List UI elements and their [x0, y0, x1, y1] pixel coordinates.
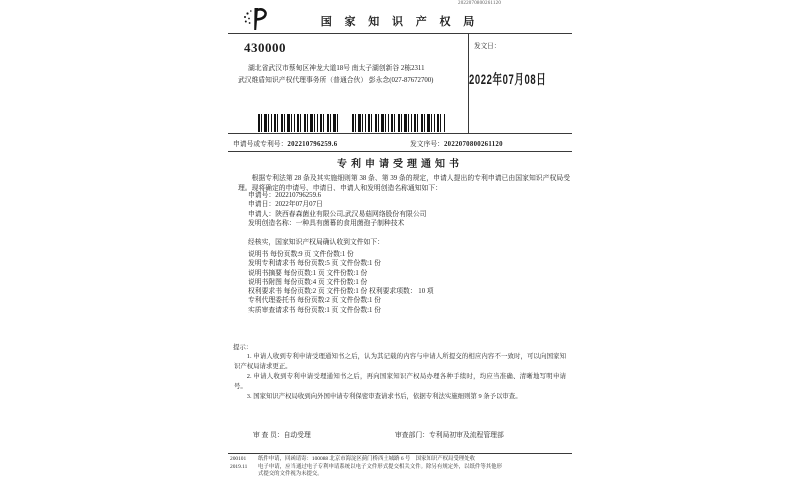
examining-department	[395, 429, 504, 439]
received-documents-intro: 经核实，国家知识产权局确认收到文件如下：	[248, 239, 384, 246]
received-documents-list	[248, 250, 434, 315]
field-invention-title	[248, 219, 426, 228]
application-number-barcode	[258, 114, 338, 132]
recipient-address-line1: 湖北省武汉市蔡甸区神龙大道18号 南太子湖创新谷 2栋2311	[248, 65, 425, 72]
examiner-label: 审 查 员：	[253, 432, 284, 439]
document-list-item: 实质审查请求书 每份页数:1 页 文件份数:1 份	[248, 306, 381, 314]
field-value: 2022年07月07日	[275, 201, 323, 209]
examiner	[253, 429, 311, 439]
field-label: 申请号：	[248, 192, 276, 199]
signoff-row	[228, 429, 572, 439]
document-list-item: 说明书摘要 每份页数:1 页 文件份数:1 份	[248, 269, 368, 277]
document-list-item: 说明书 每份页数:9 页 文件份数:1 份	[248, 251, 354, 258]
notice-intro: 根据专利法第 28 条及其实施细则第 38 条、第 39 条的规定，申请人提出的专利申请已由国家知识产权局受理。现将确定的申请号、申请日、申请人和发明创造名称通知如下：	[238, 175, 570, 192]
field-value: 陕西春森菌业有限公司,武汉易菇网络股份有限公司	[275, 210, 427, 218]
patent-notice-document	[228, 0, 572, 500]
form-code: 200101	[230, 456, 247, 462]
recipient-postcode: 430000	[244, 40, 286, 55]
application-number-label: 申请号或专利号：	[233, 141, 288, 148]
recipient-address-line2: 武汉维盾知识产权代理事务所（普通合伙） 彭永念(027-87672700)	[238, 77, 434, 84]
examiner-value: 自动受理	[283, 432, 311, 439]
footer-rule	[228, 453, 572, 454]
reference-numbers-row	[228, 138, 572, 150]
dispatch-date-value: 2022年07月08日	[469, 72, 547, 89]
document-list-item: 发明专利请求书 每份页数:5 页 文件份数:1 份	[248, 260, 381, 268]
title-section-rule	[228, 151, 572, 152]
barcode-section-rule	[228, 133, 572, 134]
application-number-value: 202210796259.6	[287, 141, 338, 148]
tip-item: 1. 申请人收到专利申请受理通知书之后，认为其记载的内容与申请人所提交的相应内容不一致时，可以向国家知识产权局请求更正。	[234, 353, 566, 370]
field-value: 202210796259.6	[275, 192, 322, 199]
tip-item: 3. 国家知识产权局收到向外国申请专利保密审查请求书后，依据专利法实施细则第 9 条予以审查。	[246, 393, 522, 400]
agency-title: 国 家 知 识 产 权 局	[320, 16, 480, 28]
dispatch-serial-barcode	[352, 114, 445, 132]
field-value: 一种具有菌幕的食用菌孢子制种技术	[295, 219, 405, 227]
footer-line-paper: 纸件申请，回函请寄：100088 北京市海淀区蓟门桥西土城路 6 号 国家知识产权局受理处收	[258, 456, 475, 462]
footer-line-electronic: 电子申请，应当通过电子专利申请系统以电子文件形式提交相关文件。除另有规定外，以纸件等其他形式提交的文件视为未提交。	[258, 463, 502, 477]
notice-title: 专利申请受理通知书	[337, 159, 463, 170]
document-list-item: 权利要求书 每份页数:2 页 文件份数:1 份 权利要求项数： 10 项	[248, 288, 434, 296]
document-id: 2022070800261120	[458, 1, 502, 6]
tips-section	[228, 342, 572, 402]
dispatch-serial-label: 发文序号：	[410, 141, 444, 148]
dispatch-serial	[410, 138, 503, 148]
dispatch-date-label: 发文日：	[474, 43, 501, 50]
application-fields	[248, 191, 426, 228]
dispatch-serial-value: 2022070800261120	[443, 141, 503, 148]
department-label: 审查部门：	[395, 432, 429, 439]
form-code-block	[230, 456, 247, 471]
tip-item: 2. 申请人收到专利申请受理通知书之后，再向国家知识产权局办理各种手续时，均应当准确、清晰地写明申请号。	[234, 373, 566, 390]
field-applicant	[248, 210, 426, 219]
footer-instructions	[258, 456, 502, 479]
field-label: 申请日：	[248, 201, 276, 209]
header-rule	[228, 33, 572, 34]
application-number	[233, 138, 337, 148]
document-list-item: 说明书附图 每份页数:4 页 文件份数:1 份	[248, 278, 368, 286]
form-version: 2019.11	[230, 463, 248, 470]
department-value: 专利局初审及流程管理部	[428, 432, 504, 439]
field-filing-date	[248, 200, 426, 209]
document-list-item: 专利代理委托书 每份页数:2 页 文件份数:1 份	[248, 297, 381, 305]
field-label: 发明创造名称：	[248, 219, 296, 227]
field-application-number	[248, 191, 426, 200]
tips-title: 提示：	[233, 344, 253, 351]
field-label: 申请人：	[248, 210, 276, 218]
